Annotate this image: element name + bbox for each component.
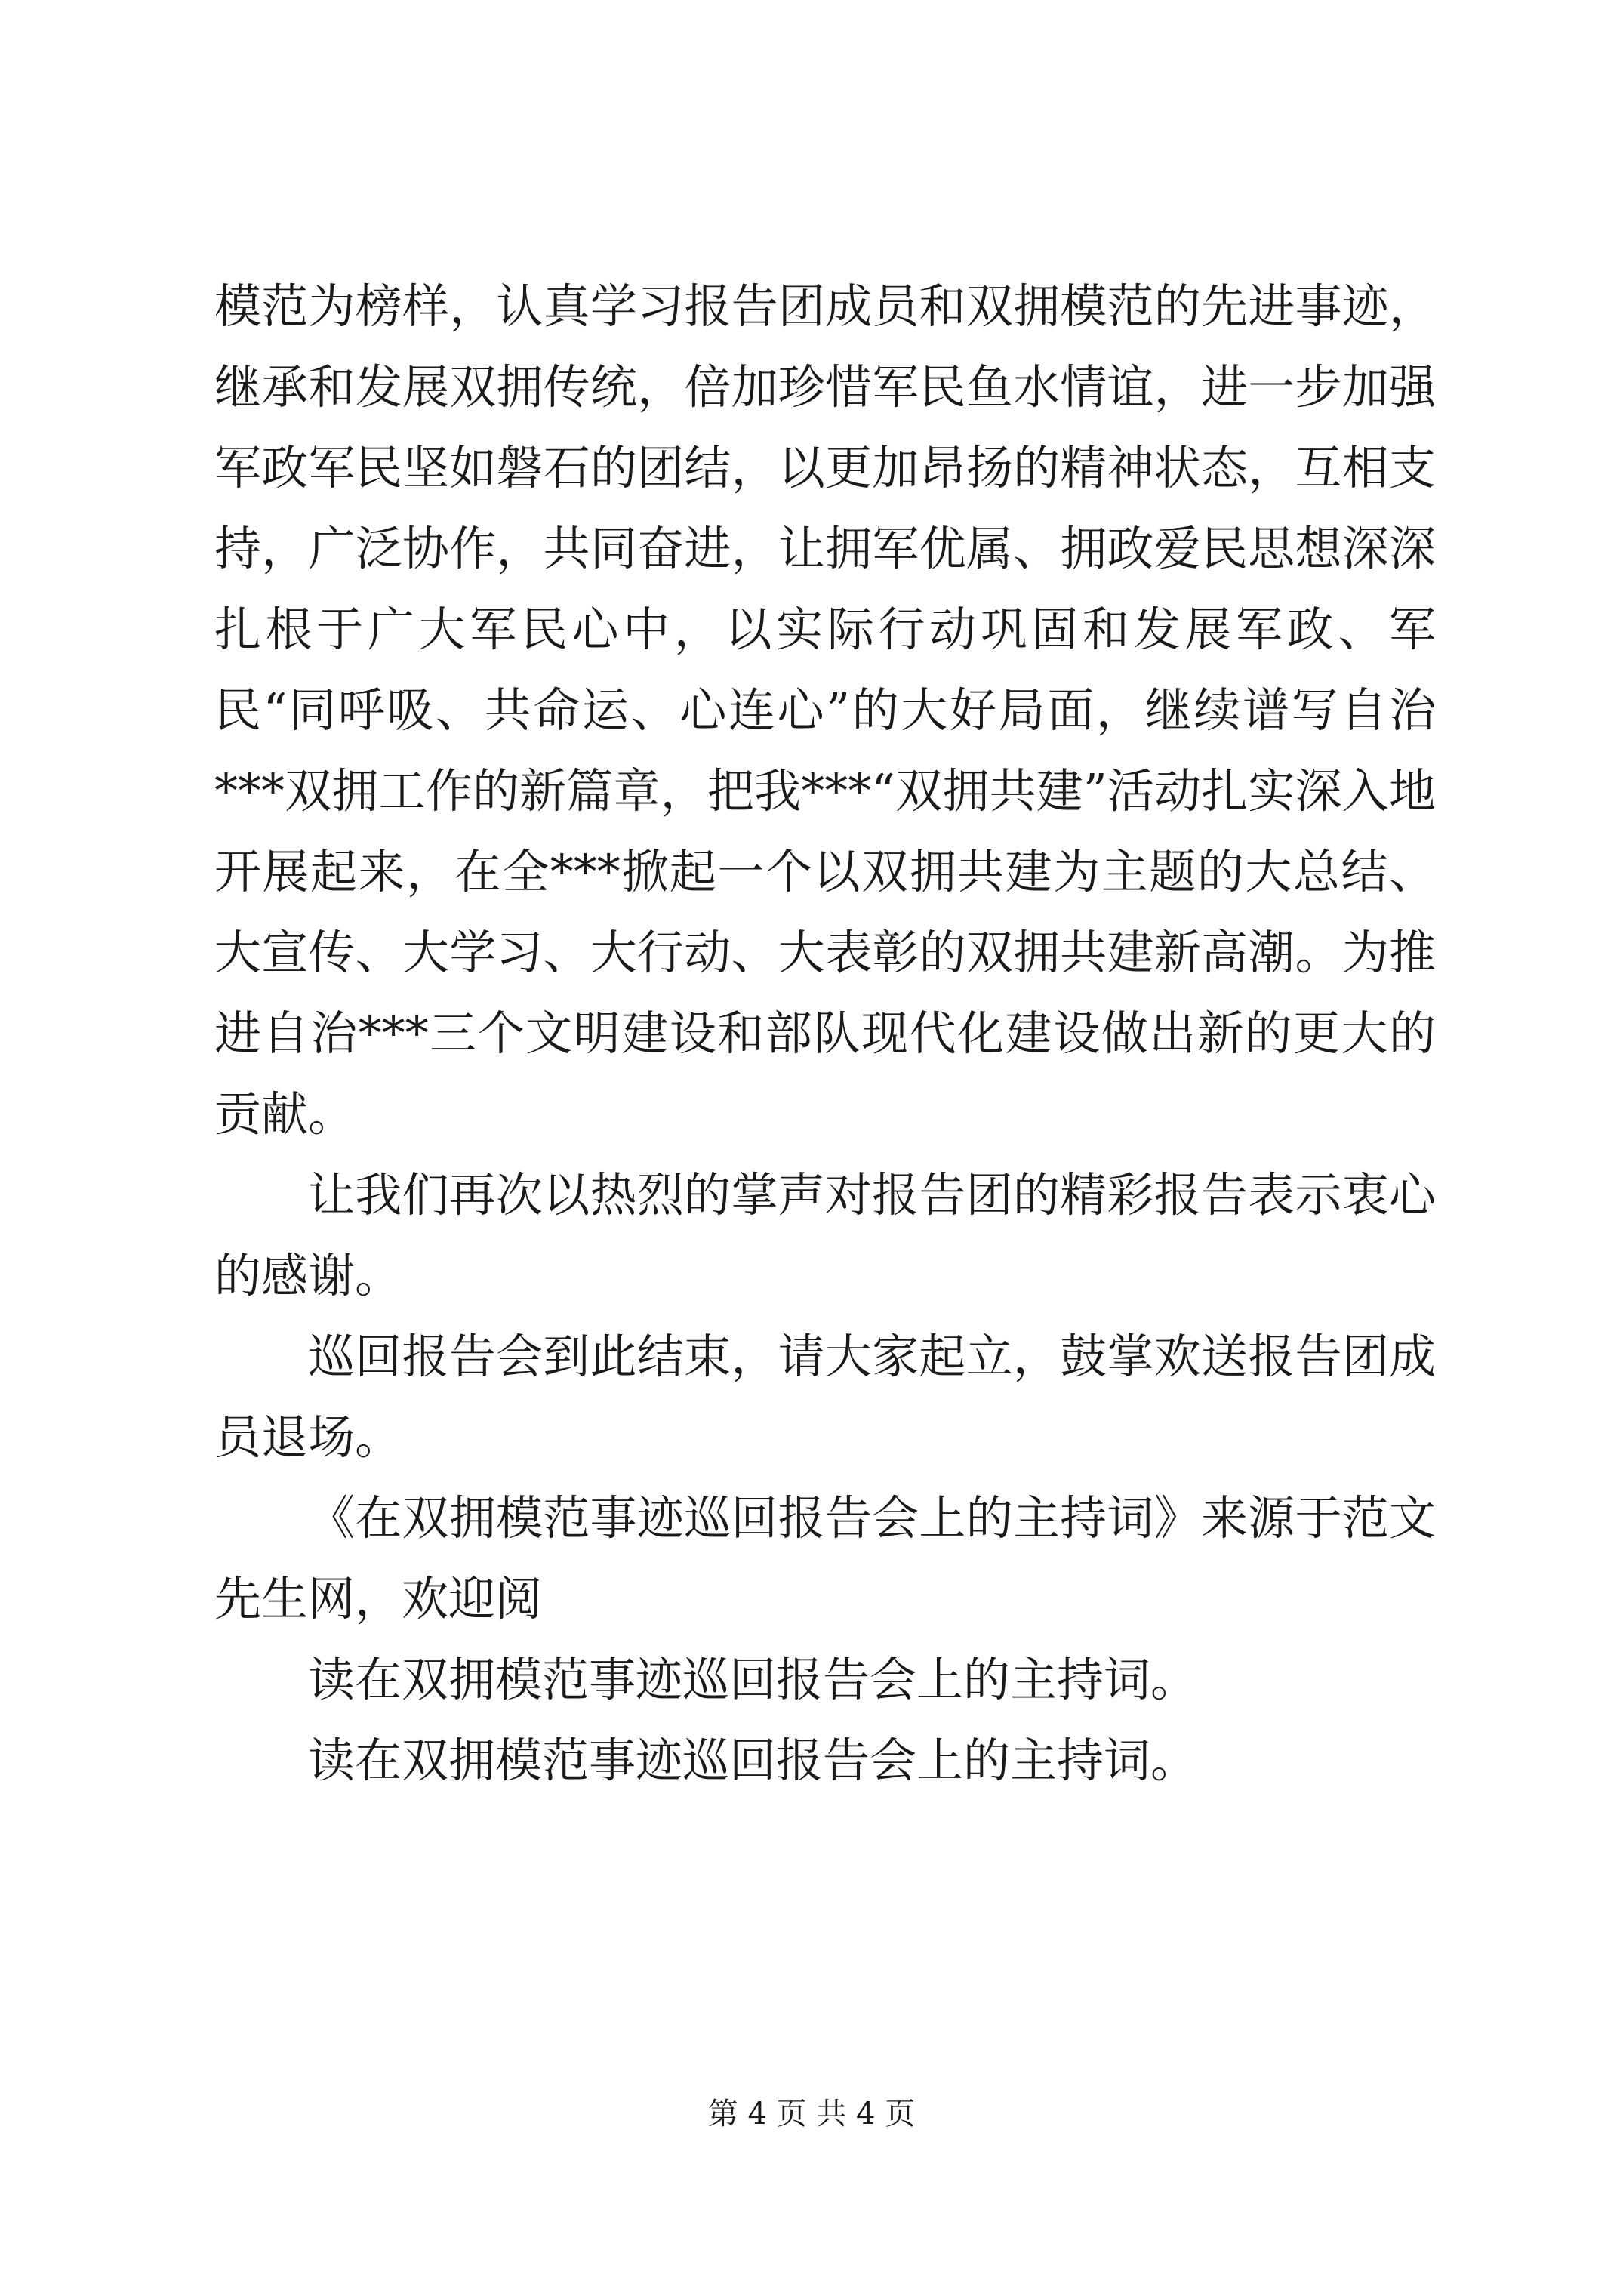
paragraph-source: 《在双拥模范事迹巡回报告会上的主持词》来源于范文先生网，欢迎阅	[214, 1490, 1436, 1626]
document-body	[214, 266, 1436, 1801]
paragraph-thanks: 让我们再次以热烈的掌声对报告团的精彩报告表示衷心的感谢。	[214, 1167, 1436, 1303]
paragraph-read-1: 读在双拥模范事迹巡回报告会上的主持词。	[308, 1652, 1198, 1707]
paragraph-read-2: 读在双拥模范事迹巡回报告会上的主持词。	[308, 1733, 1198, 1788]
page-footer: 第 4 页 共 4 页	[707, 2097, 916, 2131]
paragraph-closing: 巡回报告会到此结束，请大家起立，鼓掌欢送报告团成员退场。	[214, 1329, 1436, 1465]
paragraph-continued: 模范为榜样，认真学习报告团成员和双拥模范的先进事迹，继承和发展双拥传统，倍加珍惜军民鱼水情谊，进一步加强军政军民坚如磐石的团结，以更加昂扬的精神状态，互相支持，广泛协作，共同奋进，让拥军优属、拥政爱民思想深深扎根于广大军民心中，以实际行动巩固和发展军政、军民“同呼吸、共命运、心连心”的大好局面，继续谱写自治***双拥工作的新篇章，把我***“双拥共建”活动扎实深入地开展起来，在全***掀起一个以双拥共建为主题的大总结、大宣传、大学习、大行动、大表彰的双拥共建新高潮。为推进自治***三个文明建设和部队现代化建设做出新的更大的贡献。	[214, 279, 1436, 1142]
